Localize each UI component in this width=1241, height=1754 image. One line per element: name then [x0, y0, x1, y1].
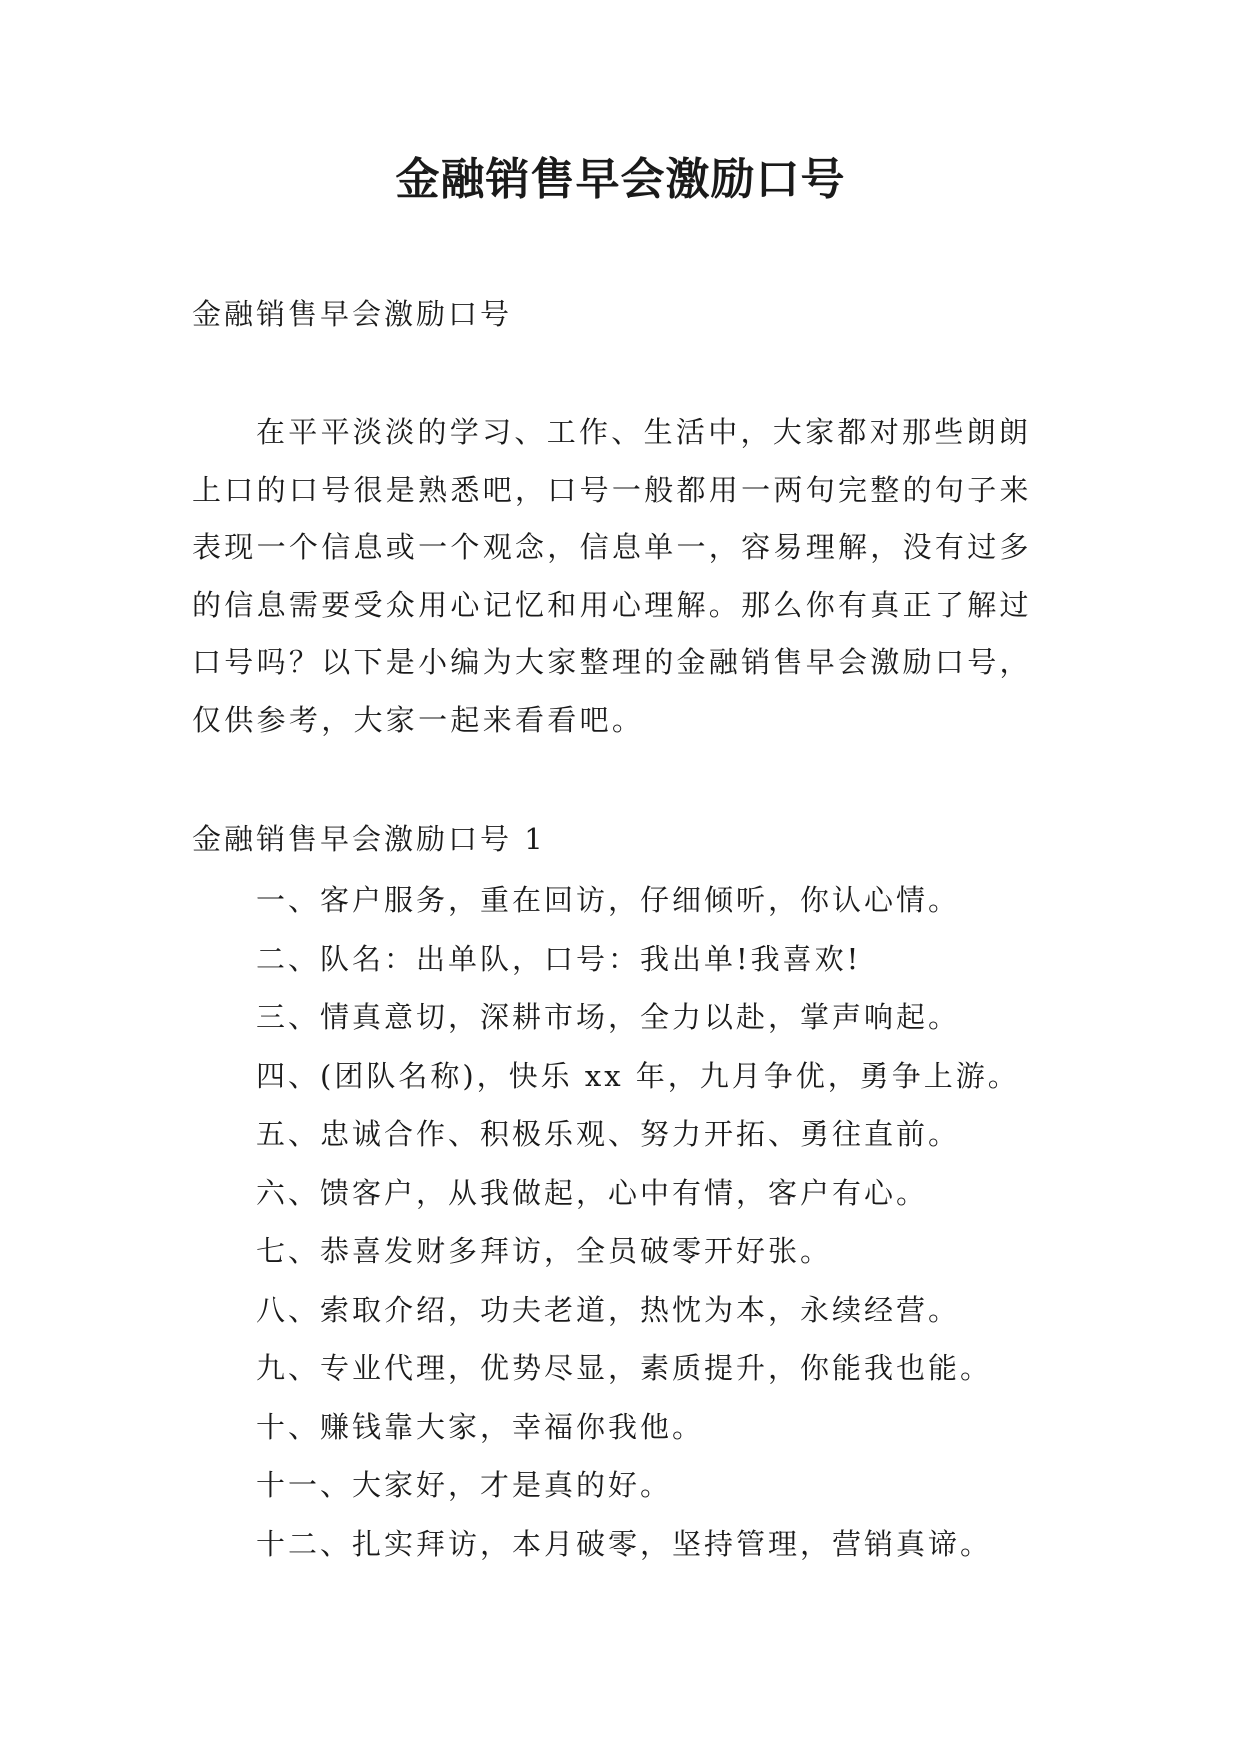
slogan-item: 一、客户服务，重在回访，仔细倾听，你认心情。 — [256, 883, 961, 917]
intro-line: 上口的口号很是熟悉吧，口号一般都用一两句完整的句子来 — [192, 472, 1032, 507]
slogan-item: 三、情真意切，深耕市场，全力以赴，掌声响起。 — [256, 1000, 961, 1034]
intro-paragraph — [192, 404, 1062, 750]
intro-line: 表现一个信息或一个观念，信息单一，容易理解，没有过多 — [192, 530, 1032, 565]
intro-line: 在平平淡淡的学习、工作、生活中，大家都对那些朗朗 — [256, 415, 1032, 449]
slogan-item: 二、队名：出单队，口号：我出单!我喜欢! — [256, 941, 862, 976]
slogan-list — [256, 871, 1020, 1573]
document-title: 金融销售早会激励口号 — [395, 154, 846, 205]
slogan-item: 六、馈客户，从我做起，心中有情，客户有心。 — [256, 1175, 929, 1210]
document-subtitle: 金融销售早会激励口号 — [192, 297, 513, 331]
intro-line: 口号吗？以下是小编为大家整理的金融销售早会激励口号， — [192, 645, 1032, 680]
slogan-item: 十二、扎实拜访，本月破零，坚持管理，营销真谛。 — [256, 1526, 993, 1561]
section-heading: 金融销售早会激励口号 1 — [192, 822, 546, 856]
intro-line: 仅供参考，大家一起来看看吧。 — [192, 702, 645, 737]
slogan-item: 十、赚钱靠大家，幸福你我他。 — [256, 1409, 705, 1444]
slogan-item: 十一、大家好，才是真的好。 — [256, 1468, 673, 1502]
slogan-item: 八、索取介绍，功夫老道，热忱为本，永续经营。 — [256, 1292, 961, 1327]
slogan-item: 四、(团队名称)，快乐 xx 年，九月争优，勇争上游。 — [256, 1058, 1020, 1093]
slogan-item: 五、忠诚合作、积极乐观、努力开拓、勇往直前。 — [256, 1117, 961, 1151]
slogan-item: 七、恭喜发财多拜访，全员破零开好张。 — [256, 1234, 833, 1268]
slogan-item: 九、专业代理，优势尽显，素质提升，你能我也能。 — [256, 1351, 993, 1385]
intro-line: 的信息需要受众用心记忆和用心理解。那么你有真正了解过 — [192, 587, 1032, 622]
